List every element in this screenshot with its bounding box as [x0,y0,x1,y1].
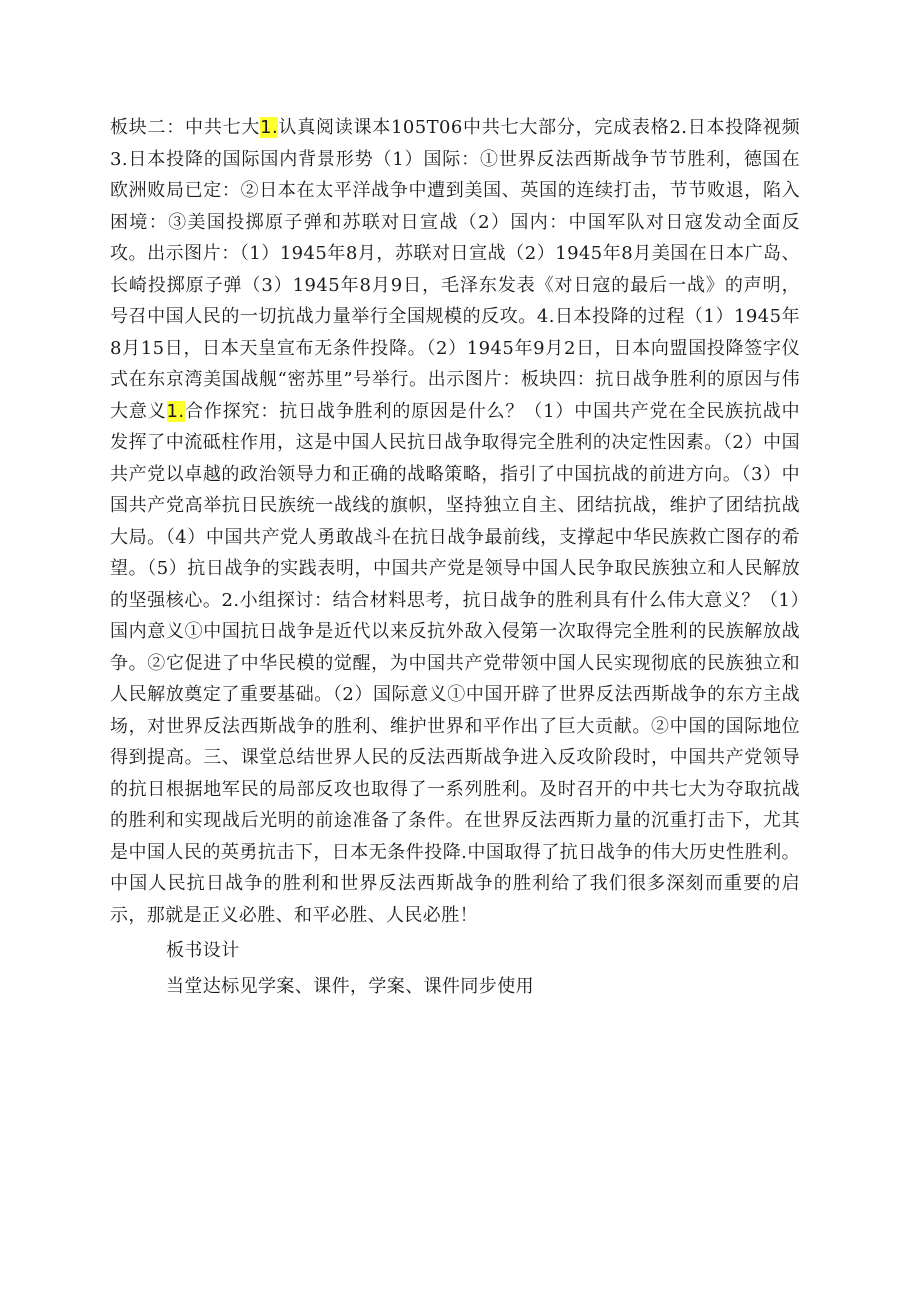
text-segment: 板块二：中共七大 [110,117,261,138]
text-segment: 合作探究：抗日战争胜利的原因是什么？（1）中国共产党在全民族抗战中发挥了中流砥柱作用，这是中国人民抗日战争取得完全胜利的决定性因素。（2）中国共产党以卓越的政治领导力和正确的战略策略，指引了中国抗战的前进方向。（3）中国共产党高举抗日民族统一战线的旗帜，坚持独立自主、团结抗战，维护了团结抗战大局。（4）中国共产党人勇敢战斗在抗日战争最前线，支撑起中华民族救亡图存的希望。（5）抗日战争的实践表明，中国共产党是领导中国人民争取民族独立和人民解放的坚强核心。2.小组探讨：结合材料思考，抗日战争的胜利具有什么伟大意义？（1）国内意义①中国抗日战争是近代以来反抗外敌入侵第一次取得完全胜利的民族解放战争。②它促进了中华民模的觉醒，为中国共产党带领中国人民实现彻底的民族独立和人民解放奠定了重要基础。（2）国际意义①中国开辟了世界反法西斯战争的东方主战场，对世界反法西斯战争的胜利、维护世界和平作出了巨大贡献。②中国的国际地位得到提高。三、课堂总结世界人民的反法西斯战争进入反攻阶段时，中国共产党领导的抗日根据地军民的局部反攻也取得了一系列胜利。及时召开的中共七大为夺取抗战的胜利和实现战后光明的前途准备了条件。在世界反法西斯力量的沉重打击下，尤其是中国人民的英勇抗击下，日本无条件投降.中国取得了抗日战争的伟大历史性胜利。中国人民抗日战争的胜利和世界反法西斯战争的胜利给了我们很多深刻而重要的启示，那就是正义必胜、和平必胜、人民必胜！ [110,400,800,926]
practice-note: 当堂达标见学案、课件，学案、课件同步使用 [166,976,534,997]
highlighted-number: 1. [166,400,185,422]
text-segment: 认真阅读课本105T06中共七大部分，完成表格2.日本投降视频3.日本投降的国际国内背景形势（1）国际：①世界反法西斯战争节节胜利，德国在欧洲败局已定：②日本在太平洋战争中遭到美国、英国的连续打击，节节败退，陷入困境：③美国投掷原子弹和苏联对日宣战（2）国内：中国军队对日寇发动全面反攻。出示图片：（1）1945年8月，苏联对日宣战（2）1945年8月美国在日本广岛、长崎投掷原子弹（3）1945年8月9日，毛泽东发表《对日寇的最后一战》的声明，号召中国人民的一切抗战力量举行全国规模的反攻。4.日本投降的过程（1）1945年8月15日，日本天皇宣布无条件投降。（2）1945年9月2日，日本向盟国投降签字仪式在东京湾美国战舰“密苏里”号举行。出示图片：板块四：抗日战争胜利的原因与伟大意义 [110,117,800,422]
highlighted-number: 1. [260,117,279,138]
main-paragraph [110,112,800,931]
document-body [110,112,800,1005]
board-design-heading: 板书设计 [166,940,240,961]
